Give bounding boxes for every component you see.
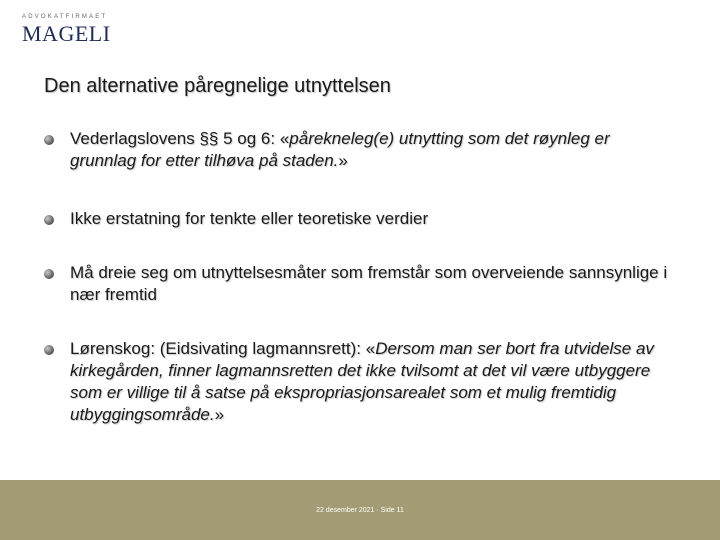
bullet-icon [44,135,54,145]
bullet-icon [44,269,54,279]
bullet-text: Må dreie seg om utnyttelsesmåter som fremstår som overveiende sannsynlige i nær fremtid [70,263,668,304]
bullet-quote: Dersom man ser bort fra utvidelse av kirkegården, finner lagmannsretten det ikke tvilsomt at det vil være utbyggere som er villige til å satse på ekspropriasjonsarealet som et mulig fremtidig utbyggingsområde. [70,339,654,424]
bullet-item [44,208,428,230]
slide-title: Den alternative påregnelige utnyttelsen [44,75,391,97]
logo-subtitle: ADVOKATFIRMAET [22,14,108,20]
bullet-text: Vederlagslovens §§ 5 og 6: « [70,129,290,148]
company-logo [22,14,122,46]
bullet-quote: pårekneleg(e) utnytting som det røynleg er grunnlag for etter tilhøva på staden. [70,129,610,170]
bullet-item [44,128,674,172]
bullet-quote-end: » [338,151,348,170]
bullet-text: Ikke erstatning for tenkte eller teoretiske verdier [70,209,429,228]
bullet-icon [44,215,54,225]
bullet-text: Lørenskog: (Eidsivating lagmannsrett): « [70,339,376,358]
bullet-item [44,262,674,306]
footer-text: 22 desember 2021 · Side 11 [316,507,404,514]
bullet-item [44,338,674,426]
footer-bar [0,480,720,540]
bullet-quote-end: » [214,405,225,424]
logo-name: MAGELI [22,21,111,46]
bullet-icon [44,345,54,355]
